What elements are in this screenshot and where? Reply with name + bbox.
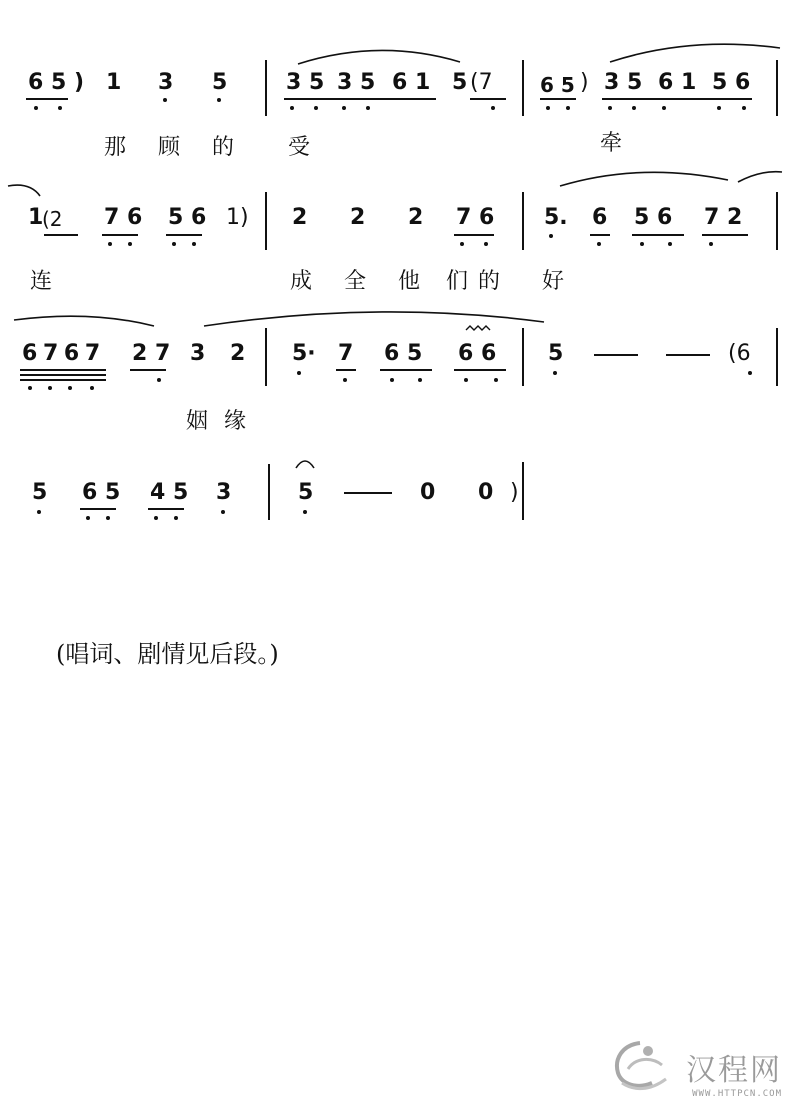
- note: 1: [28, 205, 44, 230]
- note: 5·: [292, 341, 316, 366]
- lyric-char: 顾: [158, 135, 181, 160]
- note: 5 6: [168, 205, 207, 230]
- low-octave-dot: [221, 510, 225, 514]
- note: 3: [158, 70, 174, 95]
- note: 7 2: [704, 205, 743, 230]
- low-octave-dot: [106, 516, 110, 520]
- note: 2: [292, 205, 308, 230]
- note: 7 6: [104, 205, 143, 230]
- note: 7: [338, 341, 354, 366]
- lyric-char: 全: [344, 269, 367, 294]
- note: 1: [106, 70, 122, 95]
- note: 0: [478, 480, 494, 505]
- watermark-url: WWW.HTTPCN.COM: [692, 1089, 782, 1099]
- fermata-mark: [0, 0, 800, 500]
- lyric-char: 他: [398, 269, 421, 294]
- note: 5: [32, 480, 48, 505]
- note: 6 5: [82, 480, 121, 505]
- lyric-char: 那: [104, 135, 127, 160]
- note: 3 5: [604, 70, 643, 95]
- footnote: (唱词、剧情见后段。): [56, 640, 279, 668]
- extension-dash: [344, 492, 392, 494]
- lyric-char: 们: [446, 269, 469, 294]
- lyric-char: 连: [30, 269, 53, 294]
- note: ): [580, 70, 589, 95]
- note: 3: [190, 341, 206, 366]
- low-octave-dot: [37, 510, 41, 514]
- note: 3: [216, 480, 232, 505]
- note: 2 7: [132, 341, 171, 366]
- note: 6 1: [658, 70, 697, 95]
- watermark-logo-icon: [608, 1039, 672, 1093]
- note: 0: [420, 480, 436, 505]
- note: 6 5: [28, 70, 67, 95]
- lyric-char: 好: [542, 269, 565, 294]
- low-octave-dot: [303, 510, 307, 514]
- note: 6 5: [540, 73, 575, 97]
- note: 5: [548, 341, 564, 366]
- note: 5.: [544, 205, 568, 230]
- note: ): [510, 480, 519, 505]
- low-octave-dot: [86, 516, 90, 520]
- lyric-char: 牵: [600, 131, 623, 156]
- lyric-char: 受: [288, 135, 311, 160]
- underline-mark: [80, 508, 116, 510]
- lyric-char: 的: [478, 269, 501, 294]
- note: (2: [42, 207, 63, 231]
- underline-mark: [148, 508, 184, 510]
- note: (6: [728, 341, 751, 366]
- note: 5 6: [634, 205, 673, 230]
- lyric-char: 成: [290, 269, 313, 294]
- lyric-char: 的: [212, 135, 235, 160]
- watermark-text: 汉程网: [686, 1053, 782, 1088]
- bar-line: [522, 462, 524, 520]
- note: 1): [226, 205, 249, 230]
- note: 6: [592, 205, 608, 230]
- low-octave-dot: [154, 516, 158, 520]
- low-octave-dot: [174, 516, 178, 520]
- watermark: [686, 1045, 782, 1099]
- note: 6 1: [392, 70, 431, 95]
- note: 2: [408, 205, 424, 230]
- note: 6 7 6 7: [22, 341, 100, 366]
- note: 6 5: [384, 341, 423, 366]
- note: 6 6: [458, 341, 497, 366]
- note: (7: [470, 70, 493, 95]
- lyric-char: 缘: [224, 409, 247, 434]
- note: ): [74, 70, 85, 95]
- note: 5: [452, 70, 468, 95]
- note: 3 5: [337, 70, 376, 95]
- note: 7 6: [456, 205, 495, 230]
- note: 2: [350, 205, 366, 230]
- note: 4 5: [150, 480, 189, 505]
- bar-line: [268, 464, 270, 520]
- lyric-char: 姻: [186, 409, 209, 434]
- note: 3 5: [286, 70, 325, 95]
- note: 2: [230, 341, 246, 366]
- note: 5: [298, 480, 314, 505]
- note: 5 6: [712, 70, 751, 95]
- note: 5: [212, 70, 228, 95]
